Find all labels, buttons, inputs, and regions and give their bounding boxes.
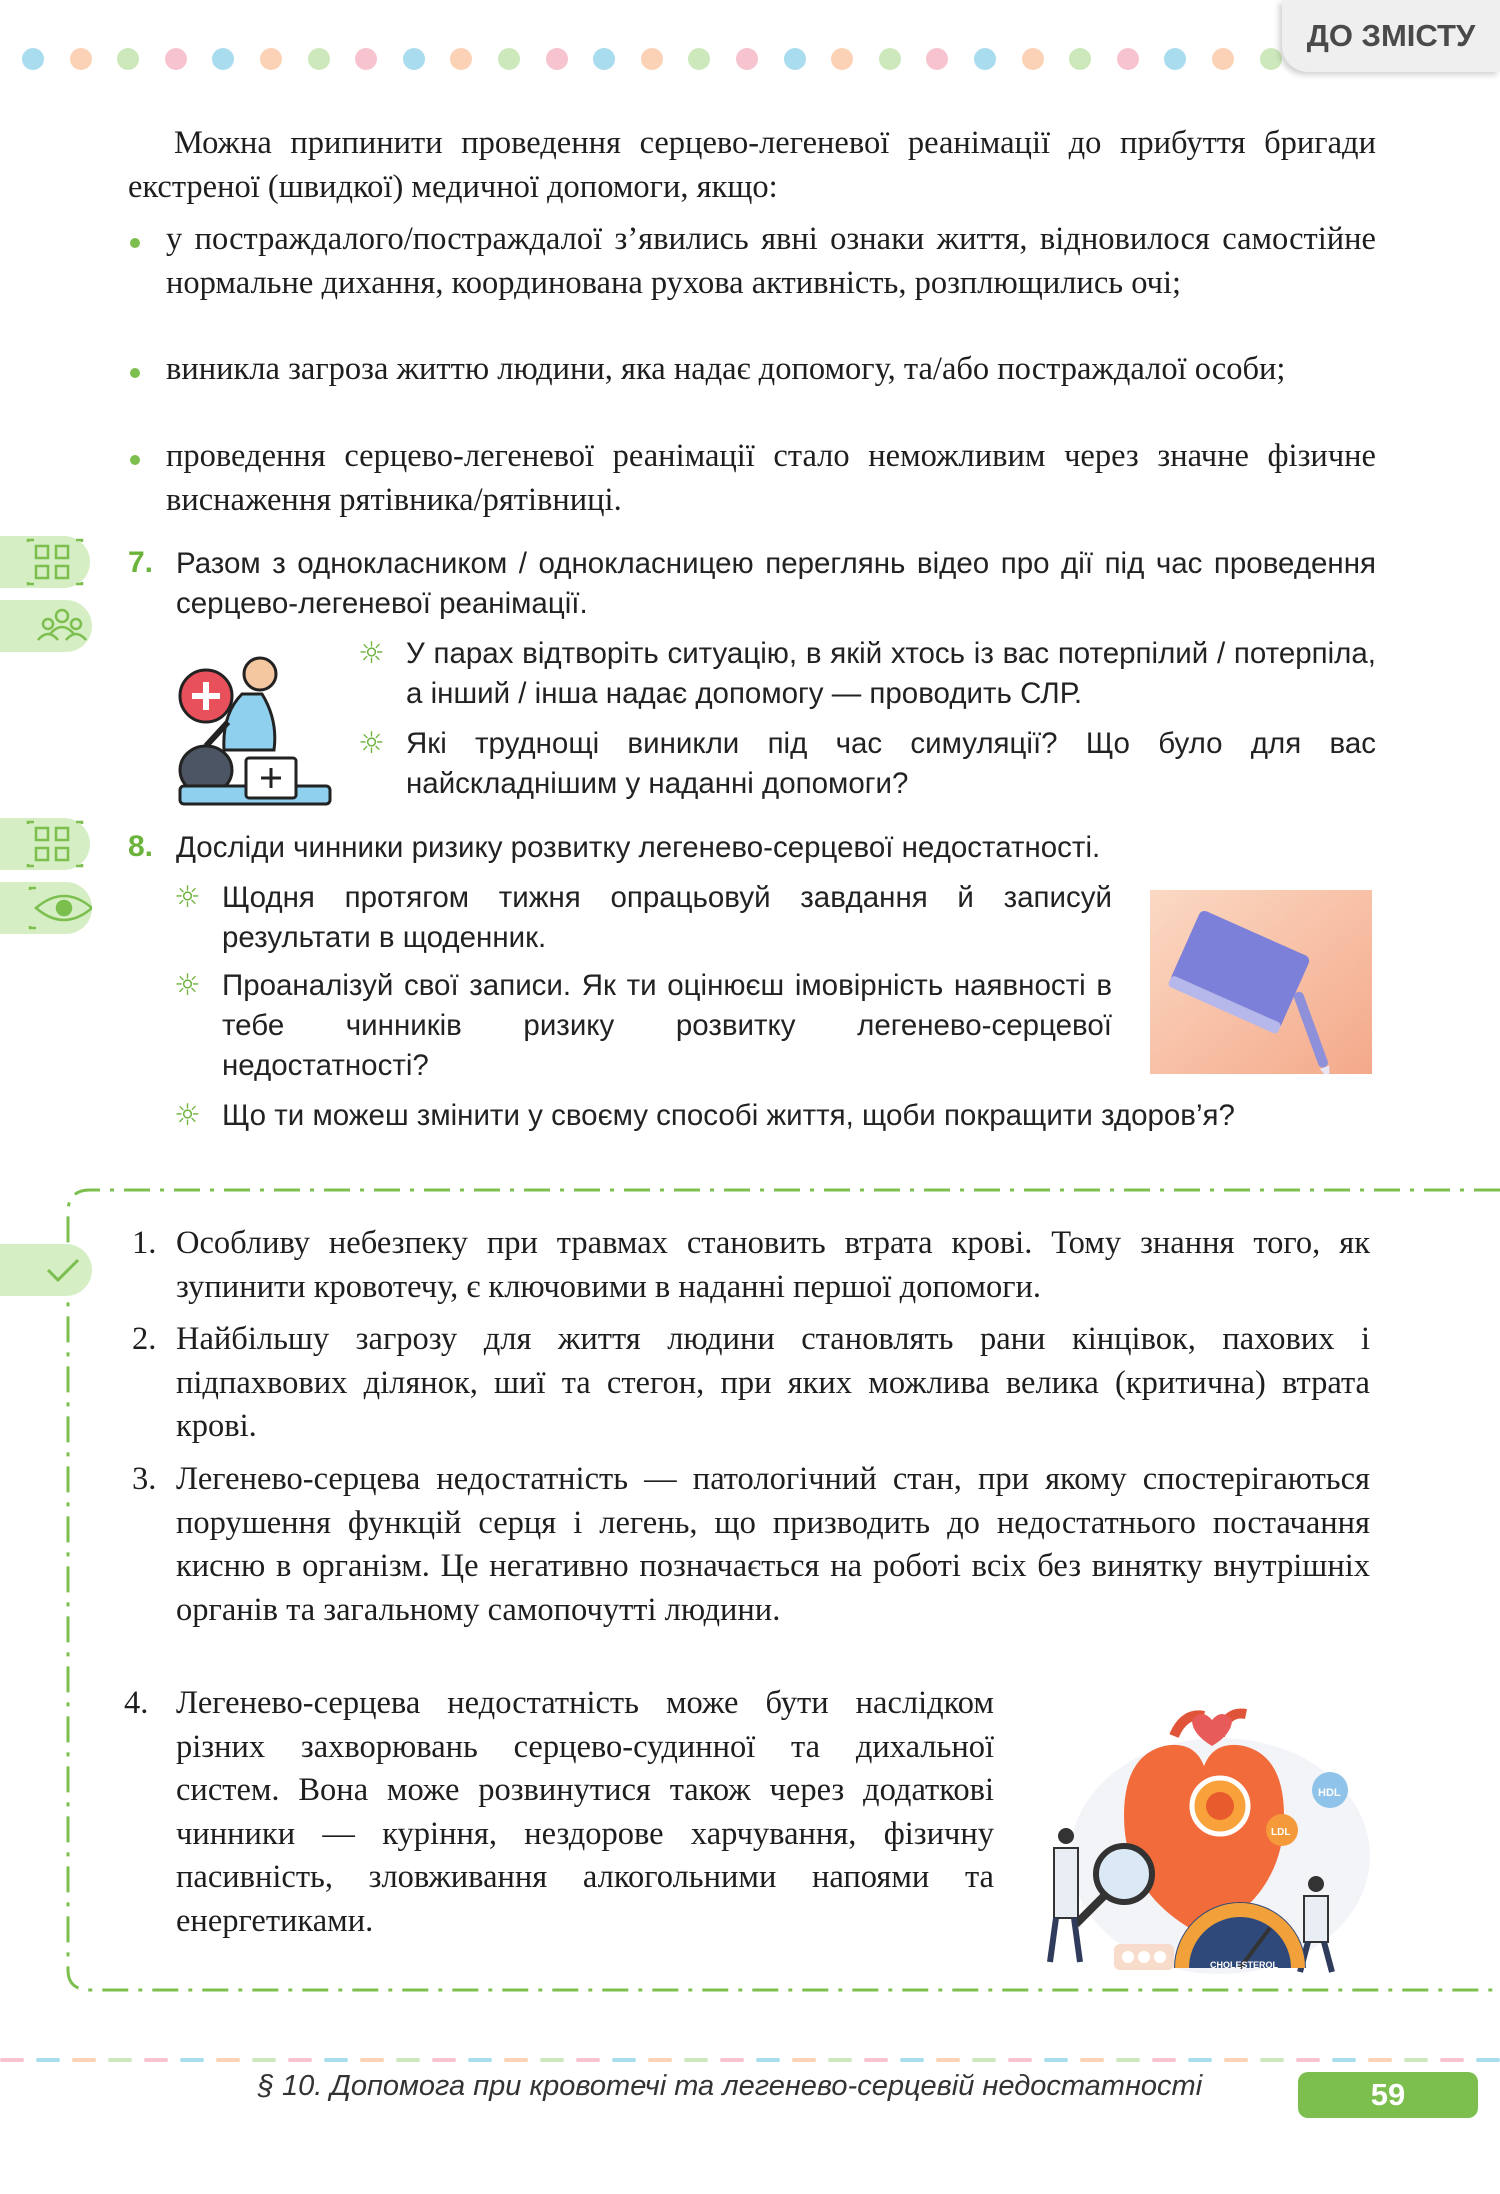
footer-dash — [828, 2058, 852, 2062]
decorative-dot — [450, 48, 472, 70]
heart-cholesterol-illustration — [1024, 1706, 1376, 1978]
decorative-dot — [1164, 48, 1186, 70]
intro-bullet-3: проведення серцево-легеневої реанімації стало неможливим через значне фізичне виснаження рятівника/рятівниці. — [166, 438, 1376, 518]
footer-dash — [504, 2058, 528, 2062]
decorative-dot — [70, 48, 92, 70]
cholesterol-label: CHOLESTEROL — [1210, 1960, 1279, 1970]
page-number: 59 — [1298, 2072, 1478, 2118]
footer-dash — [1332, 2058, 1356, 2062]
footer-dash — [36, 2058, 60, 2062]
ldl-label: LDL — [1271, 1827, 1291, 1838]
footer-dash — [1476, 2058, 1500, 2062]
hdl-label: HDL — [1318, 1787, 1341, 1799]
footer-dash — [1152, 2058, 1176, 2062]
footer-dash — [1368, 2058, 1392, 2062]
intro-bullet-1: у постраждалого/постраждалої з’явились явні ознаки життя, відновилося самостійне нормальне дихання, координована рухова активність, розплющились очі; — [166, 221, 1376, 301]
group-people-icon — [0, 600, 92, 652]
intro-lead-paragraph: Можна припинити проведення серцево-легеневої реанімації до прибуття бригади екстреної (швидкої) медичної допомоги, якщо: — [128, 125, 1376, 205]
footer-dash — [900, 2058, 924, 2062]
decorative-dot — [1022, 48, 1044, 70]
qr-code-icon — [0, 536, 90, 588]
gear-bullet-icon: ☼ — [174, 880, 201, 915]
decorative-dot — [736, 48, 758, 70]
footer-dash — [108, 2058, 132, 2062]
footer-dash — [612, 2058, 636, 2062]
task-8-item-3: Що ти можеш змінити у своєму способі життя, щоби покращити здоров’я? — [222, 1099, 1235, 1132]
intro-bullet-2: виникла загроза життю людини, яка надає допомогу, та/або постраждалої особи; — [166, 351, 1286, 387]
footer-dash — [576, 2058, 600, 2062]
qr-code-tab[interactable] — [0, 818, 90, 870]
qr-code-icon — [0, 818, 90, 870]
summary-item-1: Особливу небезпеку при травмах становить втрата крові. Тому знання того, як зупинити кровотечу, є ключовими в наданні першої допомоги. — [176, 1225, 1370, 1305]
footer-dash — [756, 2058, 780, 2062]
decorative-dot — [926, 48, 948, 70]
footer-dash — [540, 2058, 564, 2062]
decorative-dot — [260, 48, 282, 70]
footer-dash — [972, 2058, 996, 2062]
footer-dash — [792, 2058, 816, 2062]
summary-check-tab — [0, 1244, 92, 1296]
summary-number: 4. — [124, 1685, 149, 1721]
footer-dash — [216, 2058, 240, 2062]
decorative-dot — [1069, 48, 1091, 70]
qr-code-tab[interactable] — [0, 536, 90, 588]
task-8-number: 8. — [128, 830, 154, 863]
summary-number: 2. — [132, 1321, 157, 1357]
footer-dash — [180, 2058, 204, 2062]
footer-dash — [432, 2058, 456, 2062]
summary-item-2: Найбільшу загрозу для життя людини становлять рани кінцівок, пахових і підпахвових ділянок, шиї та стегон, при яких можлива велика (критична) втрата крові. — [176, 1321, 1370, 1444]
decorative-dot — [117, 48, 139, 70]
summary-item-4: Легенево-серцева недостатність може бути наслідком різних захворювань серцево-судинної та дихальної систем. Вона може розвинутися також через додаткові чинники — куріння, нездорове харчування, фізичну пасивність, зловживання алкогольними напоями та енергетиками. — [176, 1685, 994, 1939]
footer-dash — [1008, 2058, 1032, 2062]
footer-dash — [1260, 2058, 1284, 2062]
footer-dash — [1440, 2058, 1464, 2062]
summary-number: 3. — [132, 1461, 157, 1497]
task-8-text: Досліди чинники ризику розвитку легенево-серцевої недостатності. — [176, 831, 1101, 864]
decorative-dot-row — [22, 48, 1272, 74]
footer-dash — [468, 2058, 492, 2062]
decorative-dot — [165, 48, 187, 70]
notebook-image — [1150, 890, 1372, 1074]
gear-bullet-icon: ☼ — [174, 1098, 201, 1133]
bullet-icon — [130, 238, 140, 248]
task-7-number: 7. — [128, 546, 154, 579]
task-8-item-2: Проаналізуй свої записи. Як ти оцінюєш імовірність наявності в тебе чинників ризику розвитку легенево-серцевої недостатності? — [222, 969, 1112, 1082]
cpr-illustration — [176, 652, 340, 810]
decorative-dot — [593, 48, 615, 70]
footer-dash — [684, 2058, 708, 2062]
decorative-dot — [1260, 48, 1282, 70]
footer-dash — [1080, 2058, 1104, 2062]
footer-dash — [1188, 2058, 1212, 2062]
task-8-item-1: Щодня протягом тижня опрацьовуй завдання й записуй результати в щоденник. — [222, 881, 1112, 954]
footer-dash — [252, 2058, 276, 2062]
footer-dash — [288, 2058, 312, 2062]
footer-dash — [1224, 2058, 1248, 2062]
decorative-dot — [641, 48, 663, 70]
decorative-dot — [974, 48, 996, 70]
decorative-dot — [1117, 48, 1139, 70]
footer-dash — [1296, 2058, 1320, 2062]
decorative-dot — [212, 48, 234, 70]
observe-tab — [0, 882, 92, 934]
footer-dash — [936, 2058, 960, 2062]
check-icon — [0, 1244, 92, 1296]
footer-dash — [648, 2058, 672, 2062]
decorative-dot — [831, 48, 853, 70]
decorative-dot — [1212, 48, 1234, 70]
footer-dash — [396, 2058, 420, 2062]
decorative-dot — [498, 48, 520, 70]
footer-dash — [360, 2058, 384, 2062]
gear-bullet-icon: ☼ — [358, 636, 385, 671]
decorative-dot — [546, 48, 568, 70]
footer-dash — [864, 2058, 888, 2062]
footer-dash — [324, 2058, 348, 2062]
footer-dash — [1044, 2058, 1068, 2062]
task-7-text: Разом з однокласником / однокласницею переглянь відео про дії під час проведення серцево-легеневої реанімації. — [176, 547, 1376, 620]
footer-dash — [0, 2058, 24, 2062]
task-7-item-2: Які труднощі виникли під час симуляції? Що було для вас найскладнішим у наданні допомоги? — [406, 727, 1376, 800]
decorative-dot — [308, 48, 330, 70]
gear-bullet-icon: ☼ — [358, 726, 385, 761]
footer-dash — [144, 2058, 168, 2062]
summary-item-3: Легенево-серцева недостатність — патологічний стан, при якому спостерігаються порушення функцій серця і легень, що призводить до недостатнього постачання кисню в організм. Це негативно позначається на роботі всіх без винятку внутрішніх органів та загальному самопочутті людини. — [176, 1461, 1370, 1628]
eye-icon — [0, 882, 92, 934]
group-work-tab — [0, 600, 92, 652]
summary-number: 1. — [132, 1225, 157, 1261]
footer-section-title: § 10. Допомога при кровотечі та легенево-серцевій недостатності — [257, 2070, 1203, 2102]
bullet-icon — [130, 455, 140, 465]
task-7-item-1: У парах відтворіть ситуацію, в якій хтось із вас потерпілий / потерпіла, а інший / інша надає допомогу — проводить СЛР. — [406, 637, 1376, 710]
decorative-dot — [784, 48, 806, 70]
decorative-dot — [688, 48, 710, 70]
footer-dash — [1116, 2058, 1140, 2062]
gear-bullet-icon: ☼ — [174, 968, 201, 1003]
decorative-dot — [879, 48, 901, 70]
decorative-dot — [403, 48, 425, 70]
decorative-dot — [22, 48, 44, 70]
toc-tab-button[interactable]: ДО ЗМІСТУ — [1282, 0, 1500, 72]
bullet-icon — [130, 368, 140, 378]
footer-dash — [72, 2058, 96, 2062]
footer-dash — [720, 2058, 744, 2062]
decorative-dot — [355, 48, 377, 70]
footer-dash — [1404, 2058, 1428, 2062]
